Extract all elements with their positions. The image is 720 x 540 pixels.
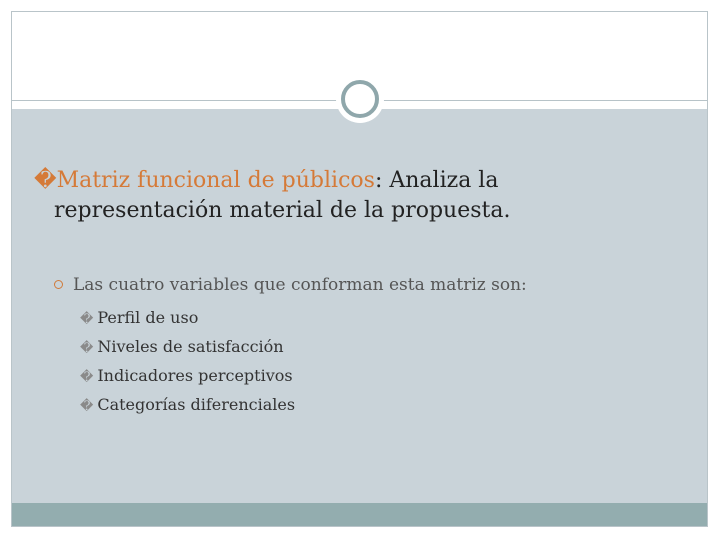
item-label: Categorías diferenciales	[97, 395, 296, 414]
item-bullet: �	[80, 341, 94, 356]
ring-bullet-icon	[54, 280, 63, 289]
list-item	[80, 332, 480, 361]
heading-accent: Matriz funcional de públicos	[56, 168, 375, 193]
slide-heading	[34, 166, 674, 226]
item-bullet: �	[80, 370, 94, 385]
list-item	[80, 303, 480, 332]
sub-point	[54, 272, 654, 298]
heading-rest: : Analiza la	[374, 168, 499, 193]
item-label: Perfil de uso	[97, 308, 199, 327]
variables-list	[80, 303, 480, 419]
sub-point-text: Las cuatro variables que conforman esta matriz son:	[73, 275, 527, 295]
circle-ring-icon	[341, 80, 379, 118]
heading-line-2: representación material de la propuesta.	[54, 198, 511, 223]
item-label: Niveles de satisfacción	[97, 337, 284, 356]
item-bullet: �	[80, 399, 94, 414]
heading-bullet: �	[34, 168, 57, 193]
bottom-bar	[12, 503, 707, 526]
list-item	[80, 390, 480, 419]
item-bullet: �	[80, 312, 94, 327]
list-item	[80, 361, 480, 390]
item-label: Indicadores perceptivos	[97, 366, 293, 385]
